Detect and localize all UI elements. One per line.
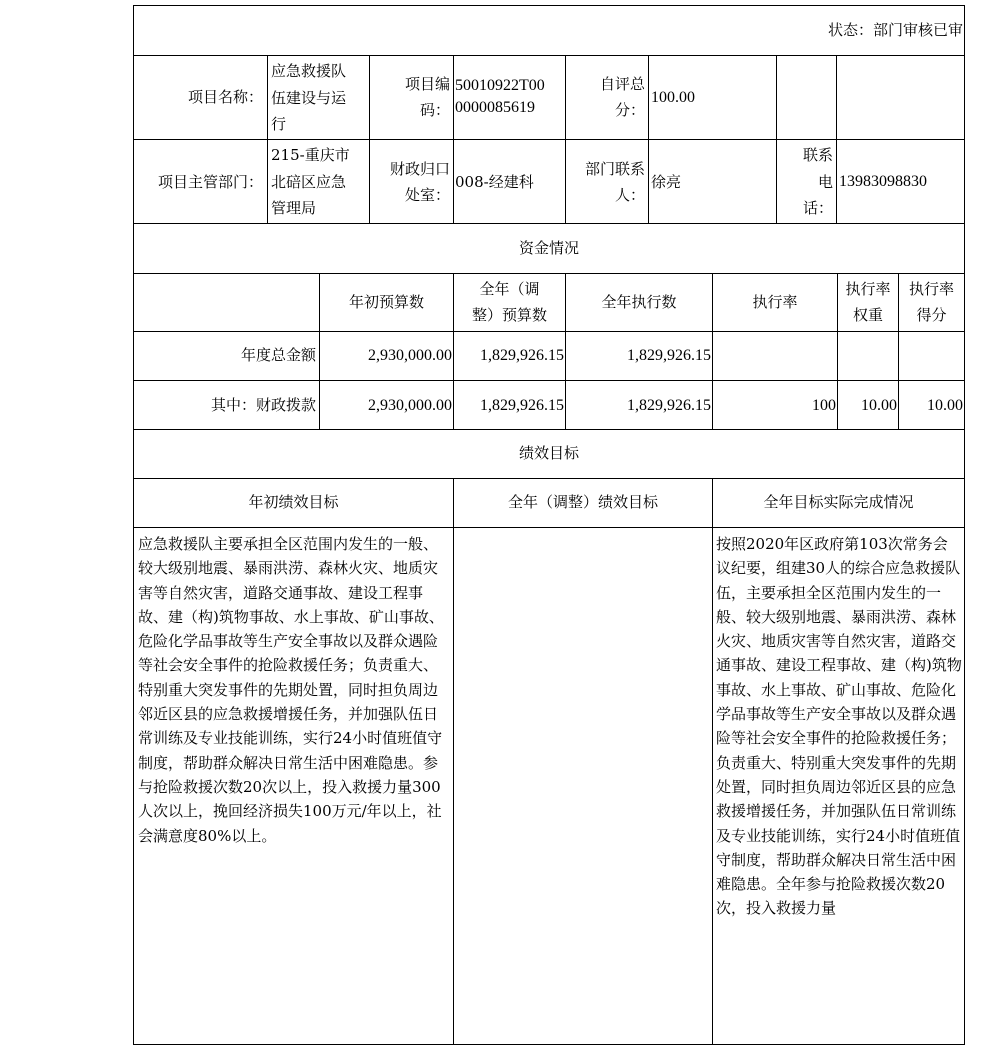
row-fiscal-executed: 1,829,926.15 bbox=[627, 397, 711, 414]
grid-line bbox=[369, 55, 370, 223]
funds-section-title: 资金情况 bbox=[518, 239, 579, 257]
contact-label-line1: 部门联系 bbox=[584, 160, 645, 178]
grid-line bbox=[133, 5, 134, 1045]
finance-label-line1: 财政归口 bbox=[389, 160, 450, 178]
dept-line3: 管理局 bbox=[271, 199, 317, 217]
header-weight-line2: 权重 bbox=[852, 306, 883, 324]
goals-section-title: 绩效目标 bbox=[518, 444, 579, 462]
project-name-line3: 行 bbox=[271, 115, 287, 133]
grid-line bbox=[133, 55, 965, 56]
phone-label-line2: 电 bbox=[817, 173, 833, 191]
project-code-line2: 0000085619 bbox=[455, 99, 535, 116]
project-code-label-line2: 码： bbox=[419, 101, 450, 119]
grid-line bbox=[776, 55, 777, 223]
header-weight-line1: 执行率 bbox=[845, 280, 891, 298]
project-name-line1: 应急救援队 bbox=[271, 62, 347, 80]
header-rate: 执行率 bbox=[752, 293, 798, 311]
grid-line bbox=[133, 331, 965, 332]
self-score-label-line1: 自评总 bbox=[599, 75, 645, 93]
phone-value: 13983098830 bbox=[839, 173, 927, 190]
project-code-line1: 50010922T00 bbox=[455, 77, 545, 94]
project-name-label: 项目名称： bbox=[187, 88, 263, 106]
header-adjusted-goal: 全年（调整）绩效目标 bbox=[507, 493, 658, 511]
header-actual-completion: 全年目标实际完成情况 bbox=[763, 493, 914, 511]
grid-line bbox=[133, 1044, 965, 1045]
row-total-initial: 2,930,000.00 bbox=[368, 347, 452, 364]
dept-line2: 北碚区应急 bbox=[271, 173, 347, 191]
row-fiscal-initial: 2,930,000.00 bbox=[368, 397, 452, 414]
initial-goal-text: 应急救援队主要承担全区范围内发生的一般、较大级别地震、暴雨洪涝、森林火灾、地质灾害等自然灾害，道路交通事故、建设工程事故、建（构)筑物事故、水上事故、矿山事故、危险化学品事故等生产安全事故以及群众遇险等社会安全事件的抢险救援任务；负责重大、特别重大突发事件的先期处置，同时担负周边邻近区县的应急救援增援任务，并加强队伍日常训练及专业技能训练，实行24小时值班值守制度，帮助群众解决日常生活中困难隐患。参与抢险救援次数20次以上，投入救援力量300人次以上，挽回经济损失100万元/年以上，社会满意度80%以上。 bbox=[138, 535, 444, 845]
grid-line bbox=[453, 478, 454, 1044]
grid-line bbox=[648, 55, 649, 223]
grid-line bbox=[964, 5, 965, 1045]
grid-line bbox=[133, 527, 965, 528]
finance-value: 008-经建科 bbox=[455, 173, 534, 191]
project-code-label-line1: 项目编 bbox=[404, 75, 450, 93]
grid-line bbox=[267, 55, 268, 223]
header-initial-goal: 年初绩效目标 bbox=[248, 493, 339, 511]
phone-label-line3: 话： bbox=[802, 199, 833, 217]
header-rate-score-line1: 执行率 bbox=[908, 280, 954, 298]
header-adjusted-line1: 全年（调 bbox=[479, 280, 540, 298]
grid-line bbox=[133, 429, 965, 430]
header-adjusted-line2: 整）预算数 bbox=[471, 306, 547, 324]
grid-line bbox=[133, 478, 965, 479]
row-total-executed: 1,829,926.15 bbox=[627, 347, 711, 364]
row-fiscal-adjusted: 1,829,926.15 bbox=[480, 397, 564, 414]
grid-line bbox=[712, 478, 713, 1044]
grid-line bbox=[133, 273, 965, 274]
header-rate-score-line2: 得分 bbox=[916, 306, 947, 324]
project-name-line2: 伍建设与运 bbox=[271, 89, 347, 107]
grid-line bbox=[133, 5, 965, 6]
actual-completion-text: 按照2020年区政府第103次常务会议纪要，组建30人的综合应急救援队伍，主要承担全区范围内发生的一般、较大级别地震、暴雨洪涝、森林火灾、地质灾害等自然灾害，道路交通事故、建设工程事故、建（构)筑物事故、水上事故、矿山事故、危险化学品事故等生产安全事故以及群众遇险等社会安全事件的抢险救援任务；负责重大、特别重大突发事件的先期处置，同时担负周边邻近区县的应急救援增援任务，并加强队伍日常训练及专业技能训练，实行24小时值班值守制度，帮助群众解决日常生活中困难隐患。全年参与抢险救援次数20次，投入救援力量 bbox=[716, 535, 962, 918]
grid-line bbox=[133, 139, 965, 140]
self-score-value: 100.00 bbox=[651, 89, 695, 106]
grid-line bbox=[133, 380, 965, 381]
finance-label-line2: 处室： bbox=[404, 186, 450, 204]
row-fiscal-label: 其中：财政拨款 bbox=[210, 396, 316, 414]
header-initial-budget: 年初预算数 bbox=[348, 293, 424, 311]
dept-label: 项目主管部门： bbox=[157, 173, 263, 191]
phone-label-line1: 联系 bbox=[802, 146, 833, 164]
row-fiscal-weight: 10.00 bbox=[861, 397, 897, 414]
contact-value: 徐亮 bbox=[651, 173, 682, 191]
contact-label-line2: 人： bbox=[614, 186, 645, 204]
row-total-label: 年度总金额 bbox=[240, 346, 316, 364]
dept-line1: 215-重庆市 bbox=[271, 146, 350, 164]
status-text: 状态：部门审核已审 bbox=[827, 21, 963, 39]
grid-line bbox=[453, 55, 454, 223]
row-fiscal-rate: 100 bbox=[812, 397, 836, 414]
grid-line bbox=[133, 223, 965, 224]
self-score-label-line2: 分： bbox=[614, 101, 645, 119]
grid-line bbox=[836, 55, 837, 223]
grid-line bbox=[565, 55, 566, 223]
row-fiscal-score: 10.00 bbox=[927, 397, 963, 414]
row-total-adjusted: 1,829,926.15 bbox=[480, 347, 564, 364]
header-executed: 全年执行数 bbox=[601, 293, 677, 311]
